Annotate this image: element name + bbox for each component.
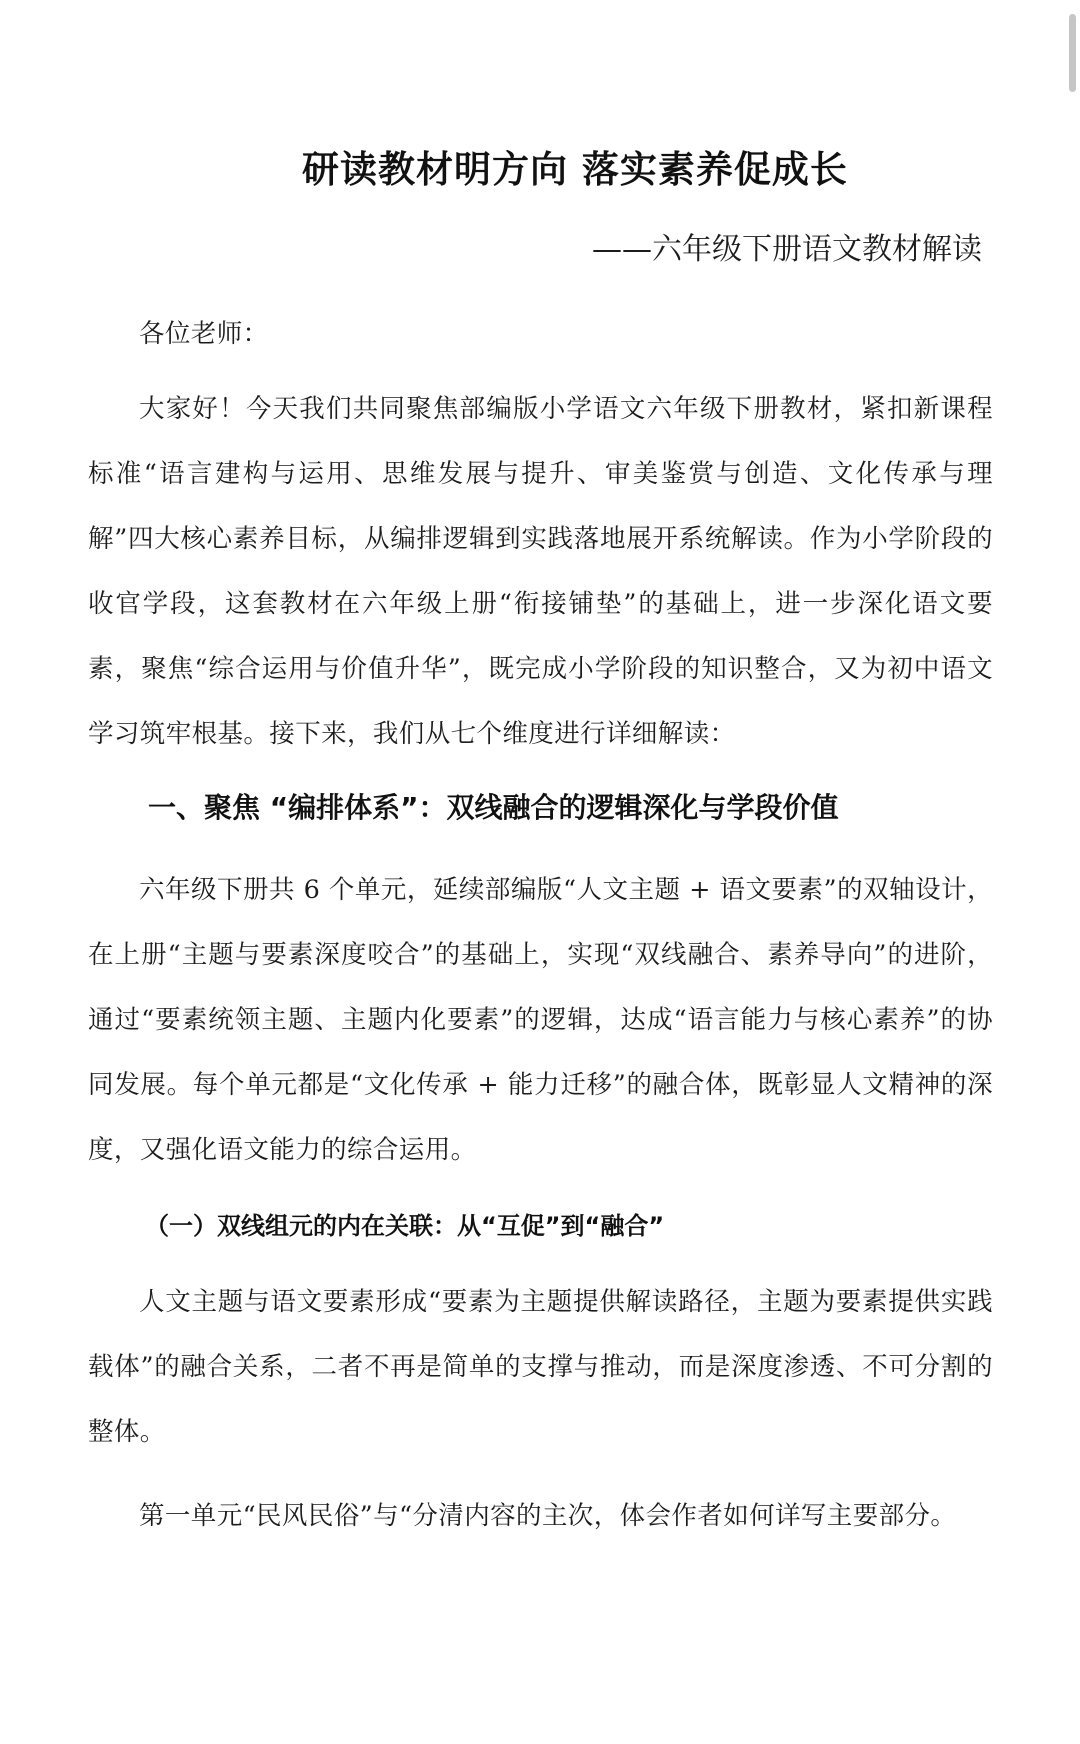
unit-paragraph: 第一单元“民风民俗”与“分清内容的主次，体会作者如何详写主要部分。 <box>139 1501 957 1531</box>
scrollbar-thumb[interactable] <box>1069 14 1076 92</box>
document-subtitle: ——六年级下册语文教材解读 <box>592 232 982 267</box>
section-heading: 一、聚焦 “编排体系”：双线融合的逻辑深化与学段价值 <box>148 791 839 824</box>
subsection-heading: （一）双线组元的内在关联：从“互促”到“融合” <box>145 1212 665 1240</box>
section-body-paragraph: 六年级下册共 6 个单元，延续部编版“人文主题 + 语文要素”的双轴设计，在上册“主题与要素深度咬合”的基础上，实现“双线融合、素养导向”的进阶，通过“要素统领主题、主题内化要素”的逻辑，达成“语言能力与核心素养”的协同发展。每个单元都是“文化传承 + 能力迁移”的融合体，既彰显人文精神的深度，又强化语文能力的综合运用。 <box>88 875 993 1165</box>
intro-paragraph: 大家好！今天我们共同聚焦部编版小学语文六年级下册教材，紧扣新课程标准“语言建构与运用、思维发展与提升、审美鉴赏与创造、文化传承与理解”四大核心素养目标，从编排逻辑到实践落地展开系统解读。作为小学阶段的收官学段，这套教材在六年级上册“衔接铺垫”的基础上，进一步深化语文要素，聚焦“综合运用与价值升华”，既完成小学阶段的知识整合，又为初中语文学习筑牢根基。接下来，我们从七个维度进行详细解读： <box>88 394 993 749</box>
greeting-paragraph: 各位老师： <box>139 319 269 349</box>
subsection-body-paragraph: 人文主题与语文要素形成“要素为主题提供解读路径，主题为要素提供实践载体”的融合关系，二者不再是简单的支撑与推动，而是深度渗透、不可分割的整体。 <box>88 1287 993 1447</box>
document-title: 研读教材明方向 落实素养促成长 <box>302 148 848 191</box>
